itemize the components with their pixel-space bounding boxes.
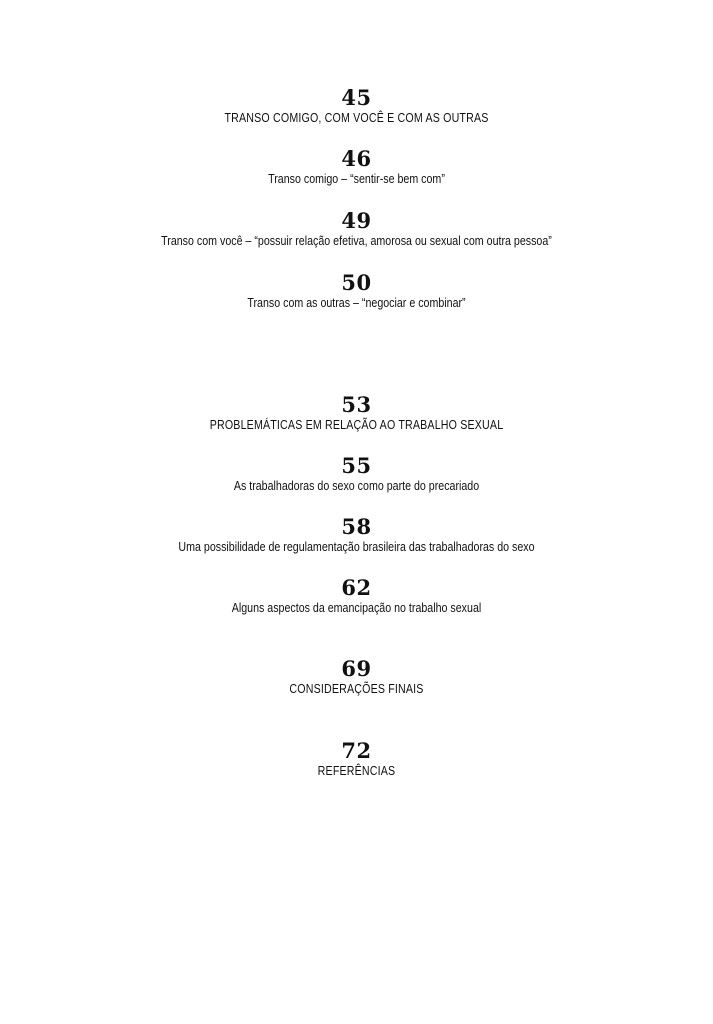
- toc-entry: [0, 86, 713, 126]
- toc-page-number: 58: [341, 514, 372, 539]
- toc-entry: [0, 271, 713, 311]
- toc-section-title: Alguns aspectos da emancipação no trabalho sexual: [231, 600, 482, 615]
- toc-entry: [0, 454, 713, 494]
- toc-section-title: Transo comigo – “sentir-se bem com”: [268, 171, 445, 186]
- toc-section-title: As trabalhadoras do sexo como parte do precariado: [233, 478, 480, 493]
- toc-page-number: 55: [341, 453, 372, 478]
- toc-section-title: Transo com as outras – “negociar e combinar”: [247, 295, 466, 310]
- toc-entry: [0, 515, 713, 555]
- toc-page-number: 50: [341, 270, 372, 295]
- toc-chapter-title: CONSIDERAÇÕES FINAIS: [289, 681, 424, 696]
- toc-page-number: 53: [341, 392, 372, 417]
- toc-section-title: Uma possibilidade de regulamentação brasileira das trabalhadoras do sexo: [178, 539, 535, 554]
- toc-chapter-title: PROBLEMÁTICAS EM RELAÇÃO AO TRABALHO SEXUAL: [209, 417, 504, 432]
- toc-section-title: Transo com você – “possuir relação efetiva, amorosa ou sexual com outra pessoa”: [161, 233, 552, 248]
- toc-page-number: 49: [341, 208, 372, 233]
- toc-entry: [0, 576, 713, 616]
- toc-page-number: 45: [341, 85, 372, 110]
- toc-chapter-title: TRANSO COMIGO, COM VOCÊ E COM AS OUTRAS: [224, 110, 489, 125]
- toc-entry: [0, 393, 713, 433]
- toc-entry: [0, 209, 713, 249]
- toc-page-number: 72: [341, 738, 372, 763]
- toc-entry: [0, 739, 713, 779]
- toc-page-number: 46: [341, 146, 372, 171]
- toc-page-number: 62: [341, 575, 372, 600]
- toc-page-number: 69: [341, 656, 372, 681]
- toc-chapter-title: REFERÊNCIAS: [317, 763, 396, 778]
- toc-entry: [0, 657, 713, 697]
- toc-entry: [0, 147, 713, 187]
